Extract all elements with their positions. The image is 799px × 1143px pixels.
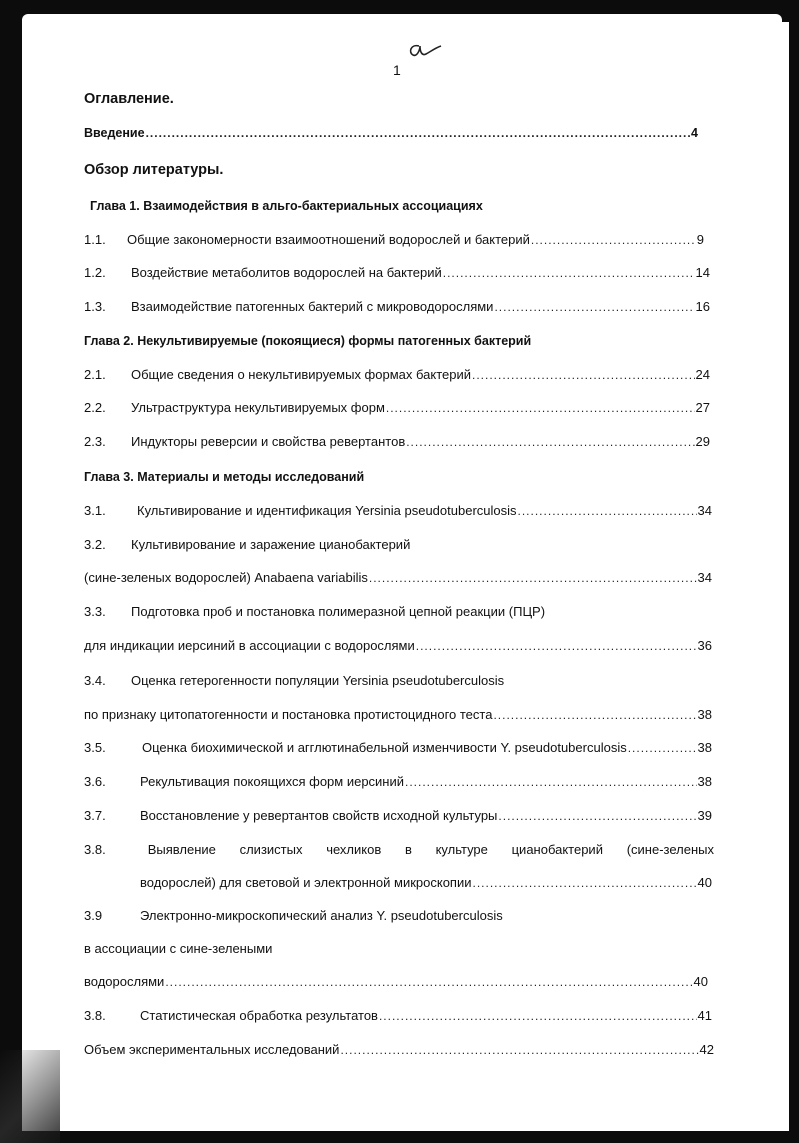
toc-entry-3-6[interactable]: 3.6. Рекультивация покоящихся форм иерсиний ..... 38 xyxy=(84,774,712,790)
scan-border-right xyxy=(789,0,799,1143)
toc-entry-3-3-line2[interactable]: для индикации иерсиний в ассоциации с водорослями ..... 36 xyxy=(84,638,712,654)
page-edge xyxy=(22,14,782,24)
toc-entry-3-9-line2: в ассоциации с сине-зелеными xyxy=(84,941,273,956)
leader-dots xyxy=(628,740,697,756)
toc-entry-3-9-line3[interactable]: водорослями ..... 40 xyxy=(84,974,708,990)
toc-entry-3-4-line2[interactable]: по признаку цитопатогенности и постановка протистоцидного теста ..... 38 xyxy=(84,707,712,723)
toc-entry-1-1[interactable]: 1.1. Общие закономерности взаимоотношений водорослей и бактерий ..... 9 xyxy=(84,232,704,248)
toc-entry-volume[interactable]: Объем экспериментальных исследований ..... 42 xyxy=(84,1042,714,1058)
toc-entry-3-8-line2[interactable]: водорослей) для световой и электронной микроскопии ..... 40 xyxy=(140,875,712,891)
leader-dots xyxy=(386,400,695,416)
leader-dots xyxy=(498,808,696,824)
scan-border-bottom xyxy=(22,1131,799,1143)
leader-dots xyxy=(473,875,697,891)
toc-entry-3-1[interactable]: 3.1. Культивирование и идентификация Yersinia pseudotuberculosis ..... 34 xyxy=(84,503,712,519)
toc-entry-2-1[interactable]: 2.1. Общие сведения о некультивируемых формах бактерий ..... 24 xyxy=(84,367,710,383)
toc-entry-2-3[interactable]: 2.3. Индукторы реверсии и свойства ревертантов ..... 29 xyxy=(84,434,710,450)
leader-dots xyxy=(406,434,694,450)
toc-entry-3-9-line1[interactable]: 3.9 Электронно-микроскопический анализ Y. pseudotuberculosis xyxy=(84,908,503,923)
toc-entry-3-3-line1[interactable]: 3.3. Подготовка проб и постановка полимеразной цепной реакции (ПЦР) xyxy=(84,604,546,619)
chapter-1-title: Глава 1. Взаимодействия в альго-бактериальных ассоциациях xyxy=(90,199,483,213)
leader-dots xyxy=(493,707,696,723)
leader-dots xyxy=(146,125,690,141)
toc-entry-1-2[interactable]: 1.2. Воздействие метаболитов водорослей на бактерий ..... 14 xyxy=(84,265,710,281)
leader-dots xyxy=(369,570,697,586)
leader-dots xyxy=(416,638,697,654)
svg-text:a: a xyxy=(405,38,406,39)
leader-dots xyxy=(340,1042,698,1058)
handwritten-signature xyxy=(405,38,445,64)
toc-entry-3-2-line1[interactable]: 3.2. Культивирование и заражение цианобактерий xyxy=(84,537,411,552)
leader-dots xyxy=(472,367,695,383)
leader-dots xyxy=(518,503,697,519)
toc-entry-3-8-line1[interactable]: 3.8. Выявление слизистых чехликов в культуре цианобактерий (сине-зеленых xyxy=(84,842,714,857)
leader-dots xyxy=(405,774,697,790)
leader-dots xyxy=(165,974,692,990)
chapter-3-title: Глава 3. Материалы и методы исследований xyxy=(84,470,365,484)
toc-entry-introduction[interactable]: Введение ..... 4 xyxy=(84,125,698,141)
chapter-2-title: Глава 2. Некультивируемые (покоящиеся) формы патогенных бактерий xyxy=(84,334,532,348)
page-number: 1 xyxy=(393,62,401,78)
scan-shadow xyxy=(0,1050,60,1143)
toc-entry-3-5[interactable]: 3.5. Оценка биохимической и агглютинабельной изменчивости Y. pseudotuberculosis ..... 38 xyxy=(84,740,712,756)
toc-entry-3-7[interactable]: 3.7. Восстановление у ревертантов свойств исходной культуры ..... 39 xyxy=(84,808,712,824)
toc-entry-3-2-line2[interactable]: (сине-зеленых водорослей) Anabaena variabilis ..... 34 xyxy=(84,570,712,586)
scan-border-left xyxy=(0,0,22,1143)
leader-dots xyxy=(379,1008,697,1024)
toc-entry-2-2[interactable]: 2.2. Ультраструктура некультивируемых форм ..... 27 xyxy=(84,400,710,416)
toc-entry-3-8-statistics[interactable]: 3.8. Статистическая обработка результатов ..... 41 xyxy=(84,1008,712,1024)
toc-entry-3-4-line1[interactable]: 3.4. Оценка гетерогенности популяции Yersinia pseudotuberculosis xyxy=(84,673,505,688)
toc-entry-1-3[interactable]: 1.3. Взаимодействие патогенных бактерий с микроводорослями ..... 16 xyxy=(84,299,710,315)
leader-dots xyxy=(494,299,694,315)
section-literature-review: Обзор литературы. xyxy=(84,162,224,178)
leader-dots xyxy=(443,265,695,281)
leader-dots xyxy=(531,232,696,248)
toc-title: Оглавление. xyxy=(84,91,174,107)
